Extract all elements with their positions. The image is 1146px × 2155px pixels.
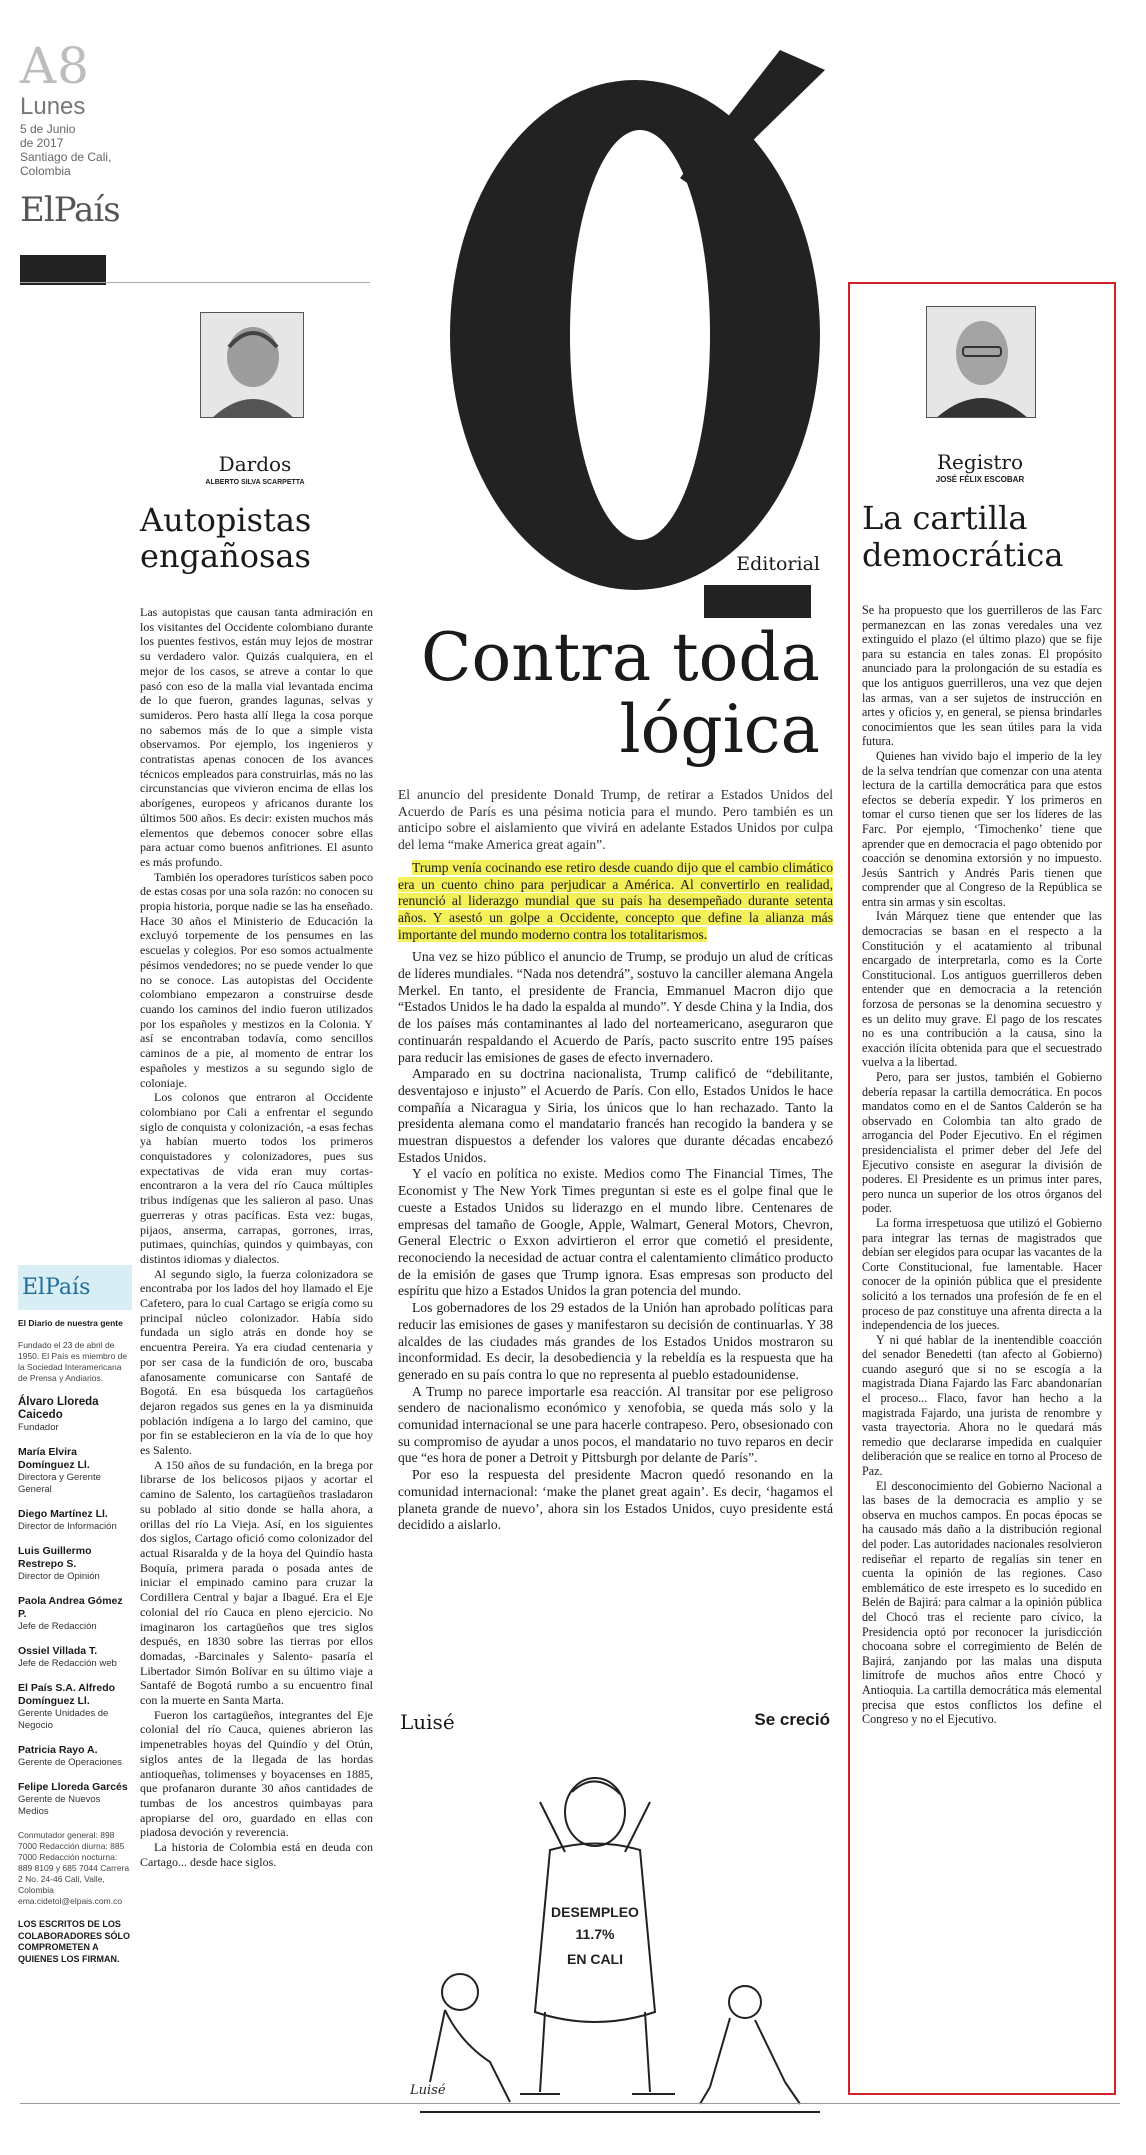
staff-role: Director de Información [18,1521,117,1532]
staff-role: Gerente de Nuevos Medios [18,1794,101,1817]
paragraph: Amparado en su doctrina nacionalista, Trump calificó de “debilitante, desventajoso e injusto” el Acuerdo de París. Con ello, Estados Unidos le hace compañía a Nicaragua y Siria, los únicos que lo han rechazado. Tanto la presidenta alemana como el mandatario francés han recogido la bandera y se muestran dispuestos a defender los valores que durante décadas encabezó Estados Unidos. [398,1066,833,1165]
staff-name: Ossiel Villada T. [18,1645,98,1657]
bottom-rule [20,2103,1120,2104]
big-letter-o-graphic [430,30,870,590]
staff-sidebar [18,1265,132,1965]
big-letter-o [430,30,870,590]
author-photo-dardos [200,312,304,418]
paragraph: Y ni qué hablar de la inentendible coacción del senador Benedetti (tan afecto al Gobierno) cuando aseguró que si no se escogía a la magistrada Diana Fajardo las Farc abandonarían el proceso... Flaco, favor han hecho a la magistrada Fajardo, una jurista de renombre y vasta trayectoria. Ahora no le quedará más remedio que declararse impedida en cualquier deliberación que se realice en torno al Proceso de Paz. [862,1332,1102,1479]
founder-role: Fundador [18,1422,59,1433]
staff-role: Director de Opinión [18,1571,100,1582]
day-label: Lunes [20,93,86,120]
headline-line: Autopistas [140,501,312,539]
lead-paragraph: El anuncio del presidente Donald Trump, de retirar a Estados Unidos del Acuerdo de París es una pésima noticia para el mundo. Pero también es un anticipo sobre el aislamiento que vivirá en adelante Estados Unidos por culpa del lema “make America great again”. [398,787,833,853]
staff-role: Directora y Gerente General [18,1472,101,1495]
masthead-black-bar [20,255,106,285]
paragraph: Se ha propuesto que los guerrilleros de las Farc permanezcan en las zonas veredales una vez extinguido el plazo (el último plazo) que se fije para su estancia en tales zonas. El propósito anunciado para la prolongación de su estadía es que los antiguos guerrilleros, una vez que dejen las armas, van a ser sujetos de instrucción en artes y oficios y, en general, se piensa brindarles conocimientos que les sean útiles para la vida futura. [862,603,1102,749]
cartoon-sign-line: EN CALI [567,1951,623,1967]
headline-line: lógica [619,691,820,768]
staff-role: Gerente Unidades de Negocio [18,1708,109,1731]
portrait-icon [201,313,304,418]
paper-logo: ElPaís [20,190,120,230]
sidebar-tagline: El Diario de nuestra gente [18,1318,123,1328]
highlight-text: Trump venía cocinando ese retiro desde cuando dijo que el cambio climático era un cuento chino para perjudicar a América. Al convertirlo en realidad, renunció al liderazgo mundial que su país ha desempeñado durante setenta años. Y asestó un golpe a Occidente, concepto que define la alianza más importante del mundo moderno contra los totalitarismos. [398,859,833,942]
staff-name: Felipe Lloreda Garcés [18,1781,128,1793]
highlighted-paragraph [398,860,833,944]
staff-name: Diego Martínez Ll. [18,1508,108,1520]
staff-role: Gerente de Operaciones [18,1757,123,1768]
headline-line: engañosas [140,537,311,575]
staff-name: Paola Andrea Gómez P. [18,1595,123,1620]
city-line: Colombia [20,164,71,178]
cartoon-signature: Luisé [410,2083,446,2098]
paragraph: Y el vacío en política no existe. Medios como The Financial Times, The Economist y The New York Times preguntan si este es el golpe final que le cueste a Estados Unidos su liderazgo en el mundo libre. Centenares de empresas del tamaño de Google, Apple, Walmart, General Motors, Chevron, General Electric o Exxon advirtieron el error que cometió el presidente, reconociendo la necesidad de actuar contra el calentamiento climático producto de la emisión de gases que Trump ignora. Esas empresas son producto del espíritu que hizo a Estados Unidos la gran potencia del mundo. [398,1166,833,1299]
paragraph: El desconocimiento del Gobierno Nacional a las bases de la democracia es amplio y se observa en muchos campos. En pocas épocas se ha causado más daño a la distribución regional del poder. Las autoridades nacionales resolvieron rediseñar el reparto de regalías sin tener en cuenta la opinión de las regiones. Caso emblemático de este irrespeto es lo sucedido en Belén de Bajirá: para calmar a la opinión pública del Chocó tras el reciente paro cívico, la Presidencia optó por reconocer la jurisdicción chocoana sobre el corregimiento de Belén de Bajirá, zanjando por las malas una disputa limítrofe de muchos años entre Chocó y Antioquia. La cartilla democrática más elemental precisa que estos conflictos los define el Congreso y no el Ejecutivo. [862,1478,1102,1727]
article-body-editorial [398,787,833,1534]
paragraph: También los operadores turísticos saben poco de estas cosas por una sola razón: no conocen su propia historia, porque nadie se las ha enseñado. Hace 30 años el Ministerio de Educación la excluyó torpemente de los pensumes en las escuelas y colegios. Por eso somos actualmente pésimos vendedores; no se puede vender lo que no se conoce. Las autopistas del Occidente colombiano empezaron a construirse desde cuando los caminos del indio fueron utilizados por los españoles y mestizos en la Colonia. Y así se encontraban todavía, como sencillos caminos de a pie, al momento de entrar los españoles y mestizos a su segundo siglo de coloniaje. [140,869,373,1090]
section-label-dardos: Dardos [218,452,292,476]
paragraph: Los gobernadores de los 29 estados de la Unión han aprobado políticas para reducir las emisiones de gases y manifestaron su decisión de continuarlas. Y 38 alcaldes de las ciudades más grandes de los Estados Unidos mostraron su inconformidad. Es decir, la desobediencia y la rebeldía es la respuesta que ha generado en su país contra lo que no representa al pueblo estadounidense. [398,1300,833,1382]
staff-role: Jefe de Redacción web [18,1658,117,1669]
cartoon-artist: Luisé [400,1710,455,1734]
paragraph: La historia de Colombia está en deuda con Cartago... desde hace siglos. [140,1840,373,1869]
paragraph: Al segundo siglo, la fuerza colonizadora se encontraba por los lados del hoy llamado el Eje Cafetero, para lo cual Cartago se erigía como su principal núcleo colonizador. Había sido fundada un siglo atrás en donde hoy se encuentra Pereira. Ya era ciudad centenaria y por ser casa de la fundición de oro, buscaba afanosamente comunicarse con Santafé de Bogotá. En esa búsqueda los cartagüeños dejaron regados sus genes en la ya disminuida población indígena a lo largo del camino, que por fin se establecieron en la vía de lo que hoy es Salento. [140,1266,373,1458]
section-label-registro: Registro [937,450,1023,474]
staff-name: Patricia Rayo A. [18,1744,98,1756]
headline-registro [862,500,1112,574]
editorial-black-bar [704,585,811,618]
staff-role: Jefe de Redacción [18,1621,97,1632]
paragraph: Quienes han vivido bajo el imperio de la ley de la selva tendrían que comenzar con una atenta lectura de la cartilla democrática para que estos efectos se debería expedir. Y los primeros en tomar el curso tienen que ser los líderes de las Farc. Por ejemplo, ‘Timochenko’ tiene que aprender que en democracia el pago obtenido por coacción se denomina extorsión y no impuesto. Jesús Santrich y Andrés Paris tienen que comprender que al Congreso de la República se entra sin armas y sin escoltas. [862,748,1102,909]
paragraph: Iván Márquez tiene que entender que las democracias se basan en el respecto a la Constitución y el acatamiento al tribunal encargado de interpretarla, como es la Corte Constitucional. Los antiguos guerrilleros deben entender que en democracia a la retención forzosa de personas se la denomina secuestro y es un delito muy grave. El pago de los rescates no es una contribución a la causa, sino la exacción ilícita obtenida para que el secuestrado vuelva a la libertad. [862,909,1102,1070]
paragraph: Por eso la respuesta del presidente Macron quedó resonando en la comunidad internacional: ‘make the planet great again’. Es decir, ‘hagamos el planeta grande de nuevo’, ahora sin los Estados Unidos, cuyo presidente está decidido a aislarlo. [398,1467,833,1533]
paragraph: Fueron los cartagüeños, integrantes del Eje colonial del río Cauca, quienes abrieron las impenetrables hoyas del Quindío y del Otún, siglos antes de la llegada de las hordas antioqueñas, tolimenses y boyacenses en 1885, que profanaron durante 30 años cantidades de tumbas de los ancestros quimbayas para apropiarse del oro, guardado en ellas con piadosa devoción y reverencia. [140,1707,373,1840]
paragraph: A 150 años de su fundación, en la brega por librarse de los belicosos pijaos y acortar el camino de Salento, los cartagüeños trasladaron su poblado al sitio donde se halla ahora, a orillas del río La Vieja. Así, en los siguientes dos siglos, Cartago ofició como colonizador del actual Risaralda y de la hoya del Quindío hasta Boquía, primera parada o posada antes de iniciar el empinado camino para cruzar la Cordillera Central y bajar a Ibagué. Era el Eje colonial del río Cauca en pleno ejercicio. No imaginaron los cartagüeños que tres siglos después, en 1830 sobre las tierras por ellos domadas, -Barcinales y Salento- pasaría el Libertador Simón Bolívar en su último viaje a Santafé de Bogotá rumbo a su encuentro final con la muerte en Santa Marta. [140,1457,373,1708]
article-body-registro [862,603,1102,1727]
staff-name: El País S.A. Alfredo Domínguez Ll. [18,1682,116,1707]
cartoon-illustration [400,1742,830,2122]
headline-line: Contra toda [421,619,820,696]
sidebar-logo-box [18,1265,132,1310]
staff-name: Luis Guillermo Restrepo S. [18,1545,92,1570]
disclaimer: LOS ESCRITOS DE LOS COLABORADORES SÓLO COMPROMETEN A QUIENES LOS FIRMAN. [18,1919,131,1964]
paragraph: Pero, para ser justos, también el Gobierno debería repasar la cartilla democrática. En pocos mandatos como en el de Santos Calderón se ha observado en Colombia tan alto grado de arrogancia del Poder Ejecutivo. En el régimen presidencialista el primer deber del Jefe del Ejecutivo consiste en asegurar la división de poderes. El Presidente es un primus inter pares, pero nunca un superior de los otros órganos del poder. [862,1070,1102,1216]
founder-name: Álvaro Lloreda Caicedo [18,1396,99,1421]
headline-editorial [400,619,820,768]
contact-info: Conmutador general: 898 7000 Redacción diurna: 885 7000 Redacción nocturna: 889 8109 y 685 7044 Carrera 2 No. 24-46 Cali, Valle, Colombia ema.cidetol@elpais.com.co [18,1830,130,1906]
paragraph: Una vez se hizo público el anuncio de Trump, se produjo un alud de críticas de líderes mundiales. “Nada nos detendrá”, sostuvo la canciller alemana Angela Merkel. En tanto, el presidente de Francia, Emmanuel Macron dijo que “Estados Unidos le ha dado la espalda al mundo”. Y desde China y la India, dos de los países más contaminantes al lado del norteamericano, aseguraron que continuarán respaldando el Acuerdo de París, pacto suscrito entre 195 países para reducir las emisiones de gases de efecto invernadero. [398,949,833,1065]
masthead [20,37,220,230]
sidebar-logo: ElPaís [22,1275,91,1300]
founding-note: Fundado el 23 de abril de 1950. El País es miembro de la Sociedad Interamericana de Prensa y Andiarios. [18,1340,128,1383]
section-label-editorial: Editorial [736,553,820,575]
cartoon-drawing [400,1742,830,2122]
cartoon-sign-line: DESEMPLEO [551,1904,639,1920]
cartoon-title: Se creció [754,1710,830,1729]
city-line: Santiago de Cali, [20,150,112,164]
article-body-dardos [140,605,373,1869]
staff-name: María Elvira Domínguez Ll. [18,1446,90,1471]
cartoon-sign-line: 11.7% [575,1926,615,1942]
author-photo-registro [926,306,1036,418]
masthead-divider [20,282,370,283]
author-name-dardos: ALBERTO SILVA SCARPETTA [205,479,305,486]
portrait-icon [927,307,1036,418]
date-line: de 2017 [20,136,64,150]
author-name-registro: JOSÉ FÉLIX ESCOBAR [935,475,1025,484]
paragraph: A Trump no parece importarle esa reacción. Al transitar por ese peligroso sendero de nacionalismo económico y xenofobia, se queda más solo y la comunidad internacional se une para hacerle contrapeso. Pero, obsesionado con su compromiso de ayudar a unos pocos, el mandatario no tuvo reparos en decir que “es hora de poner a Detroit y Pittsburgh por delante de París”. [398,1383,833,1466]
date-line: 5 de Junio [20,122,76,136]
paragraph: Los colonos que entraron al Occidente colombiano por Cali a enfrentar el segundo siglo de conquista y colonización, -a esas fechas ya habían muerto todos los primeros conquistadores y colonizadores, pues sus expectativas de vida eran muy cortas- encontraron a la vera del río Cauca múltiples tribus indígenas que les salieron al paso. Unas guerreras y otras pacíficas. Esta vez: bugas, pijaos, anserma, carrapas, gorrones, irras, putimaes, quinchías, quindos y quimbayas, con distintos idiomas y dialectos. [140,1090,373,1266]
headline-line: La cartilla [862,499,1028,537]
paragraph: La forma irrespetuosa que utilizó el Gobierno para integrar las ternas de magistrados que debían ser elegidos para ocupar las vacantes de la Corte Constitucional, fue lamentable. Hacer conocer de la opinión pública que el presidente solicitó a los ternados una profesión de fe en el proceso de paz constituye una afrenta directa a la independencia de los jueces. [862,1215,1102,1333]
page-number: A8 [20,37,90,95]
paragraph: Las autopistas que causan tanta admiración en los visitantes del Occidente colombiano durante los puentes festivos, están muy lejos de mostrar su verdadero valor. Quizás cualquiera, en el mejor de los casos, se atreve a contar lo que pasó con eso de la malla vial levantada encima de lo que fueron, grandes lagunas, selvas y sumideros. Pero hasta allí llega la cosa porque no sabemos más de lo que a simple vista observamos. Por ejemplo, los ingenieros y contratistas apenas conocen de los avances técnicos empleados para construirlas, más no las circunstancias que vivieron encima de ellas los aborígenes, europeos y africanos durante los últimos 500 años. Es decir: existen muchos más elementos que debemos conocer sobre ellas para actuar como buenos anfitriones. El asunto es más profundo. [140,605,373,869]
headline-dardos [140,502,400,574]
headline-line: democrática [862,536,1064,574]
